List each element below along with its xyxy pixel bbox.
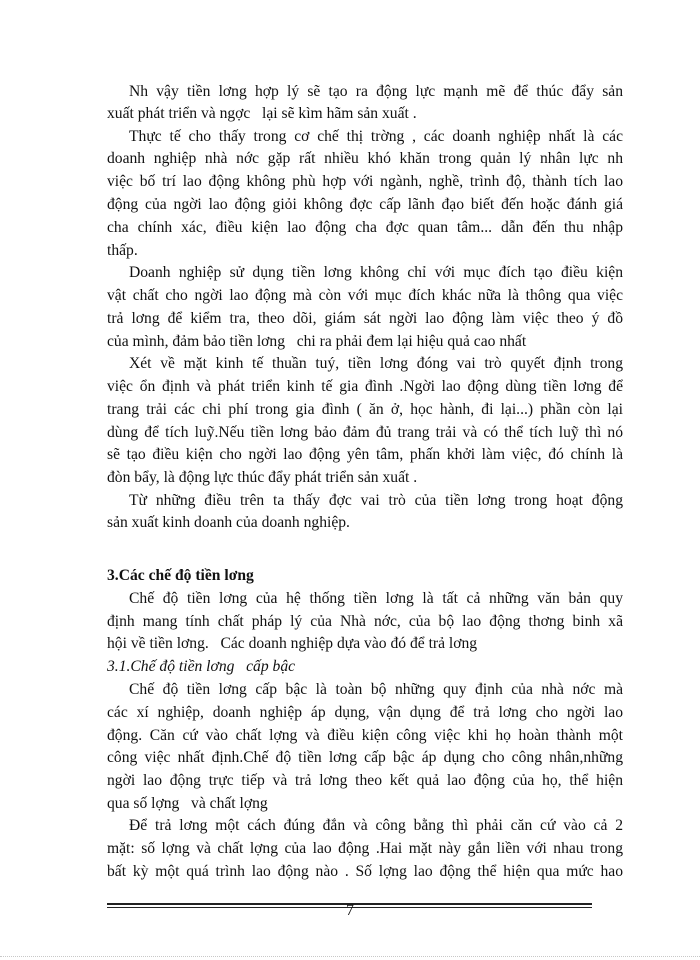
subsection-heading: 3.1.Chế độ tiền lơng cấp bậc: [107, 658, 296, 675]
paragraph-line: trả lơng để kiểm tra, theo dõi, giám sát ngời lao động làm việc theo ý đồ: [107, 310, 623, 327]
paragraph-line: qua số lợng và chất lợng: [107, 795, 268, 812]
paragraph-line: thấp.: [107, 242, 138, 259]
paragraph-line: dùng để tích luỹ.Nếu tiền lơng bảo đảm đủ trang trải và có thể tích luỹ thì nó: [107, 424, 623, 441]
paragraph-line: các xí nghiệp, doanh nghiệp áp dụng, vận dụng để trả lơng cho ngời lao: [107, 704, 623, 721]
paragraph-line: việc ổn định và phát triển kinh tế gia đình .Ngời lao động dùng tiền lơng để: [107, 378, 623, 395]
paragraph-line: vật chất cho ngời lao động mà còn với mục đích khác nữa là thông qua việc: [107, 287, 623, 304]
section-heading: 3.Các chế độ tiền lơng: [107, 567, 254, 584]
paragraph-line: Xét về mặt kinh tế thuần tuý, tiền lơng đóng vai trò quyết định trong: [129, 355, 623, 372]
paragraph-line: đòn bẩy, là động lực thúc đẩy phát triển sản xuất .: [107, 469, 418, 486]
paragraph-line: công việc nhất định.Chế độ tiền lơng cấp bậc áp dụng cho công nhân,những: [107, 749, 623, 766]
paragraph-line: của mình, đảm bảo tiền lơng chi ra phải đem lại hiệu quả cao nhất: [107, 333, 527, 350]
paragraph-line: Từ những điều trên ta thấy đợc vai trò của tiền lơng trong hoạt động: [129, 492, 623, 509]
paragraph-line: sản xuất kinh doanh của doanh nghiệp.: [107, 514, 350, 531]
paragraph-line: ngời lao động trực tiếp và trả lơng theo kết quả lao động của họ, thể hiện: [107, 772, 623, 789]
paragraph-line: Thực tế cho thấy trong cơ chế thị trờng , các doanh nghiệp nhất là các: [129, 128, 623, 145]
paragraph-line: hội về tiền lơng. Các doanh nghiệp dựa vào đó để trả lơng: [107, 635, 478, 652]
document-page: [107, 0, 623, 960]
paragraph-line: việc bố trí lao động không phù hợp với ngành, nghề, trình độ, thành tích lao: [107, 173, 623, 190]
paragraph-line: Chế độ tiền lơng cấp bậc là toàn bộ những quy định của nhà nớc mà: [129, 681, 623, 698]
paragraph-line: Nh vậy tiền lơng hợp lý sẽ tạo ra động lực mạnh mẽ để thúc đẩy sản: [129, 83, 623, 100]
page-edge-divider: [0, 956, 700, 957]
paragraph-line: mặt: số lợng và chất lợng của lao động .Hai mặt này gắn liền với nhau trong: [107, 840, 623, 857]
paragraph-line: định mang tính chất pháp lý của Nhà nớc, của bộ lao động thơng binh xã: [107, 613, 623, 630]
paragraph-line: trang trải các chi phí trong gia đình ( ăn ở, học hành, đi lại...) phần còn lại: [107, 401, 623, 418]
paragraph-line: doanh nghiệp nhà nớc gặp rất nhiều khó khăn trong quản lý nhân lực nh: [107, 150, 623, 167]
paragraph-line: bất kỳ một quá trình lao động nào . Số lợng lao động thể hiện qua mức hao: [107, 863, 623, 880]
paragraph-line: cha chính xác, điều kiện lao động cha đợc quan tâm... dẫn đến thu nhập: [107, 219, 623, 236]
paragraph-line: xuất phát triển và ngợc lại sẽ kìm hãm sản xuất .: [107, 105, 417, 122]
paragraph-line: động. Căn cứ vào chất lợng và điều kiện công việc khi họ hoàn thành một: [107, 727, 623, 744]
paragraph-line: Doanh nghiệp sử dụng tiền lơng không chỉ với mục đích tạo điều kiện: [129, 264, 623, 281]
paragraph-line: sẽ tạo điều kiện cho ngời lao động yên tâm, phấn khởi làm việc, đó chính là: [107, 446, 623, 463]
paragraph-line: Để trả lơng một cách đúng đắn và công bằng thì phải căn cứ vào cả 2: [129, 817, 623, 834]
paragraph-line: động của ngời lao động giỏi không đợc cấp lãnh đạo biết đến hoặc đánh giá: [107, 196, 623, 213]
page-number: 7: [346, 902, 354, 919]
paragraph-line: Chế độ tiền lơng của hệ thống tiền lơng là tất cả những văn bản quy: [129, 590, 623, 607]
